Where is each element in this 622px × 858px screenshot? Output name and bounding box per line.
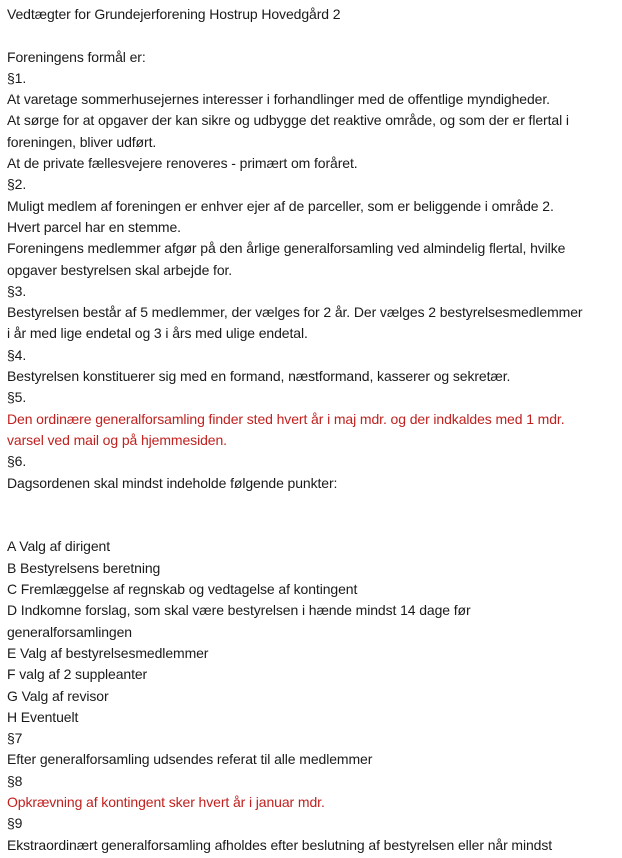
section-3-line: Bestyrelsen består af 5 medlemmer, der vælges for 2 år. Der vælges 2 bestyrelsesmedlemmer [7,304,583,321]
agenda-item: generalforsamlingen [7,623,132,640]
agenda-item: A Valg af dirigent [7,538,111,555]
section-5-highlighted-line: varsel ved mail og på hjemmesiden. [7,431,227,448]
section-3-line: i år med lige endetal og 3 i års med ulige endetal. [7,325,308,342]
section-2-line: opgaver bestyrelsen skal arbejde for. [7,261,233,278]
agenda-item: G Valg af revisor [7,687,109,704]
section-2-line: Hvert parcel har en stemme. [7,218,181,235]
blank-line [7,25,619,46]
section-heading-4: §4. [7,346,27,363]
section-heading-6: §6. [7,453,27,470]
document-body [7,4,619,856]
section-heading-7: §7 [7,730,23,747]
agenda-item: E Valg af bestyrelsesmedlemmer [7,644,209,661]
section-8-highlighted-line: Opkrævning af kontingent sker hvert år i januar mdr. [7,793,325,810]
section-heading-2: §2. [7,176,27,193]
agenda-item: B Bestyrelsens beretning [7,559,161,576]
section-1-line: foreningen, bliver udført. [7,133,157,150]
agenda-intro: Dagsordenen skal mindst indeholde følgende punkter: [7,474,338,491]
agenda-item: C Fremlæggelse af regnskab og vedtagelse af kontingent [7,581,358,598]
section-5-highlighted-line: Den ordinære generalforsamling finder sted hvert år i maj mdr. og der indkaldes med 1 mdr. [7,410,565,427]
agenda-item: F valg af 2 suppleanter [7,666,148,683]
blank-line [7,494,619,515]
section-heading-1: §1. [7,69,27,86]
section-heading-5: §5. [7,389,27,406]
blank-line [7,515,619,536]
section-2-line: Foreningens medlemmer afgør på den årlige generalforsamling ved almindelig flertal, hvilke [7,240,566,257]
section-4-line: Bestyrelsen konstituerer sig med en formand, næstformand, kasserer og sekretær. [7,368,511,385]
section-heading-3: §3. [7,282,27,299]
agenda-item: D Indkomne forslag, som skal være bestyrelsen i hænde mindst 14 dage før [7,602,471,619]
section-1-line: At varetage sommerhusejernes interesser i forhandlinger med de offentlige myndigheder. [7,91,550,108]
section-7-line: Efter generalforsamling udsendes referat til alle medlemmer [7,751,373,768]
section-2-line: Muligt medlem af foreningen er enhver ejer af de parceller, som er beliggende i område 2. [7,197,554,214]
section-1-line: At sørge for at opgaver der kan sikre og udbygge det reaktive område, og som der er flertal i [7,112,569,129]
agenda-item: H Eventuelt [7,708,79,725]
section-heading-9: §9 [7,815,23,832]
section-9-line: Ekstraordinært generalforsamling afholdes efter beslutning af bestyrelsen eller når mindst [7,836,553,853]
section-heading-8: §8 [7,772,23,789]
section-1-line: At de private fællesvejere renoveres - primært om foråret. [7,155,358,172]
document-title: Vedtægter for Grundejerforening Hostrup Hovedgård 2 [7,6,341,22]
purpose-heading: Foreningens formål er: [7,48,146,65]
